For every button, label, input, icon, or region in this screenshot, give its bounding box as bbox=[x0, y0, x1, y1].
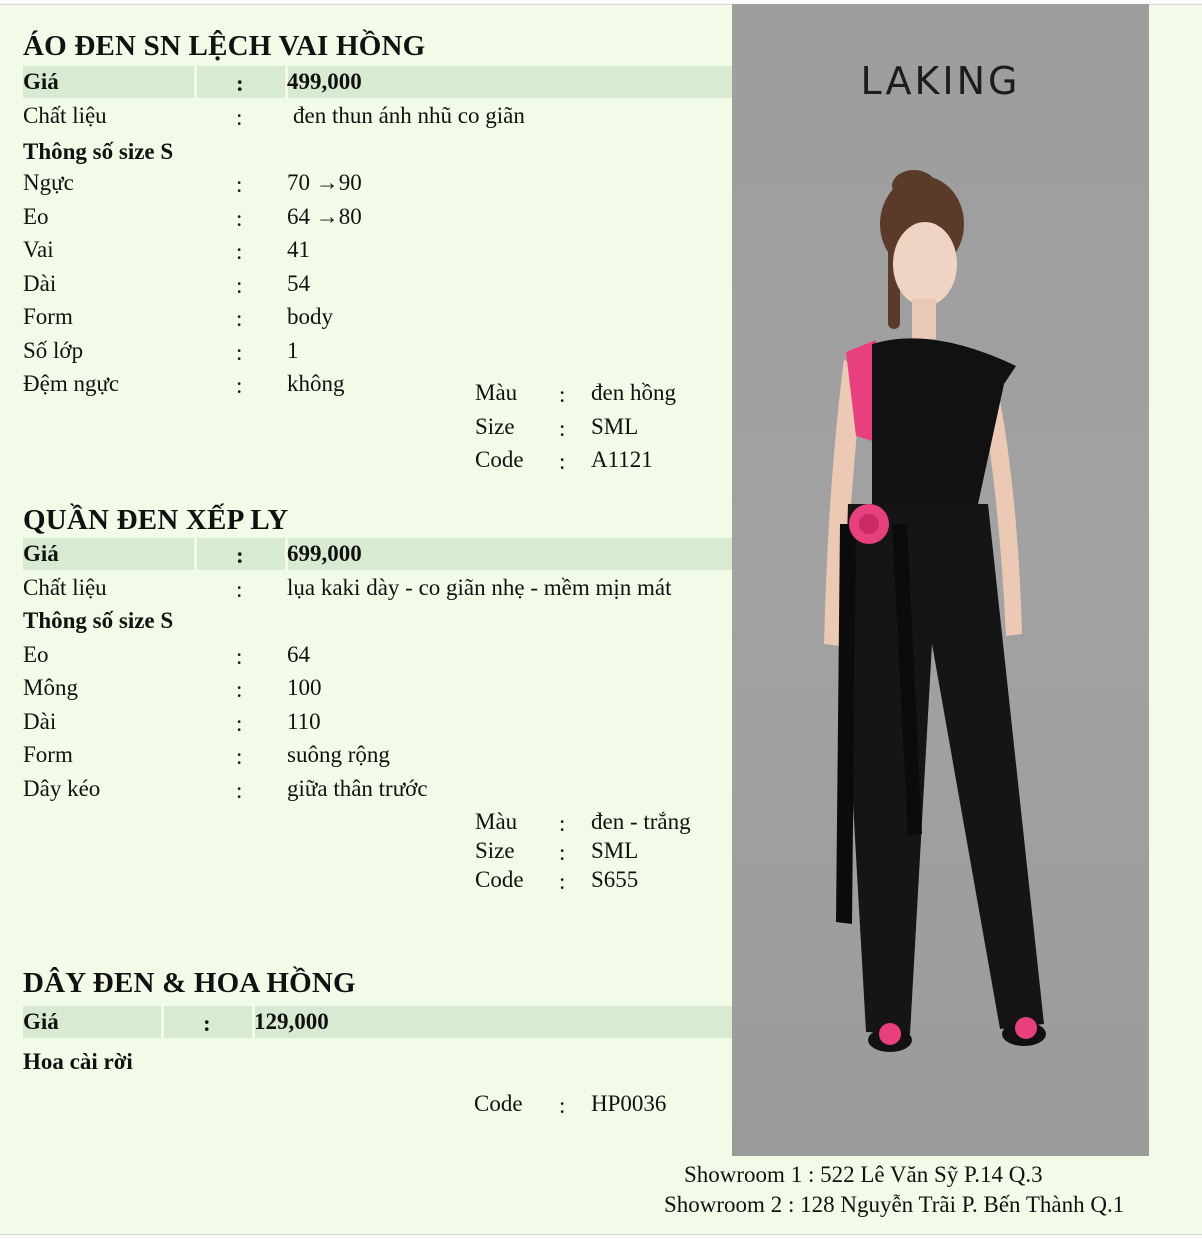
price-value: 129,000 bbox=[254, 1009, 329, 1034]
info-value: SML bbox=[591, 414, 639, 439]
price-value: 499,000 bbox=[287, 69, 362, 94]
separator: : bbox=[236, 71, 244, 96]
info-label: Màu bbox=[475, 380, 518, 405]
spec-label: Form bbox=[23, 742, 73, 767]
separator: : bbox=[236, 206, 243, 231]
spec-value: giữa thân trước bbox=[287, 776, 428, 801]
product-photo bbox=[732, 4, 1149, 1156]
separator: : bbox=[559, 811, 566, 836]
spec-label: Mông bbox=[23, 675, 78, 700]
spec-value: 64 →80 bbox=[287, 204, 362, 229]
spec-label: Ngực bbox=[23, 170, 74, 195]
product-title: QUẦN ĐEN XẾP LY bbox=[23, 504, 289, 536]
separator: : bbox=[236, 677, 243, 702]
separator: : bbox=[236, 340, 243, 365]
product-note: Hoa cài rời bbox=[23, 1049, 133, 1074]
spec-value: body bbox=[287, 304, 333, 329]
material-label: Chất liệu bbox=[23, 575, 107, 600]
info-value: đen - trắng bbox=[591, 809, 691, 834]
separator: : bbox=[559, 1093, 566, 1118]
price-band bbox=[23, 66, 732, 98]
separator: : bbox=[559, 416, 566, 441]
info-label: Màu bbox=[475, 809, 518, 834]
info-label: Code bbox=[475, 447, 524, 472]
separator: : bbox=[203, 1011, 211, 1036]
spec-label: Eo bbox=[23, 204, 49, 229]
spec-value: 100 bbox=[287, 675, 322, 700]
spec-label: Eo bbox=[23, 642, 49, 667]
spec-value: 1 bbox=[287, 338, 299, 363]
product-title: ÁO ĐEN SN LỆCH VAI HỒNG bbox=[23, 30, 426, 62]
spec-value: 41 bbox=[287, 237, 310, 262]
separator: : bbox=[236, 239, 243, 264]
info-value: SML bbox=[591, 838, 639, 863]
info-value: HP0036 bbox=[591, 1091, 667, 1116]
separator: : bbox=[236, 273, 243, 298]
info-label: Size bbox=[475, 838, 515, 863]
info-value: S655 bbox=[591, 867, 639, 892]
info-value: đen hồng bbox=[591, 380, 676, 405]
info-value: A1121 bbox=[591, 447, 653, 472]
spec-label: Dài bbox=[23, 709, 57, 734]
separator: : bbox=[236, 306, 243, 331]
info-label: Size bbox=[475, 414, 515, 439]
separator: : bbox=[559, 382, 566, 407]
size-heading: Thông số size S bbox=[23, 608, 174, 633]
price-value: 699,000 bbox=[287, 541, 362, 566]
price-band bbox=[23, 538, 732, 570]
separator: : bbox=[559, 869, 566, 894]
spec-label: Dài bbox=[23, 271, 57, 296]
spec-label: Vai bbox=[23, 237, 54, 262]
price-label: Giá bbox=[23, 69, 59, 94]
showroom-address: Showroom 1 : 522 Lê Văn Sỹ P.14 Q.3 bbox=[684, 1162, 1043, 1187]
material-label: Chất liệu bbox=[23, 103, 107, 128]
separator: : bbox=[559, 449, 566, 474]
separator: : bbox=[236, 778, 243, 803]
product-title: DÂY ĐEN & HOA HỒNG bbox=[23, 967, 356, 999]
showroom-address: Showroom 2 : 128 Nguyễn Trãi P. Bến Thành Q.1 bbox=[664, 1192, 1125, 1217]
spec-value: 110 bbox=[287, 709, 321, 734]
separator: : bbox=[236, 373, 243, 398]
spec-label: Dây kéo bbox=[23, 776, 101, 801]
price-label: Giá bbox=[23, 541, 59, 566]
separator: : bbox=[236, 644, 243, 669]
spec-value: không bbox=[287, 371, 345, 396]
spec-value: 64 bbox=[287, 642, 310, 667]
brand-logo: LAKING bbox=[860, 59, 1021, 103]
spec-label: Số lớp bbox=[23, 338, 84, 363]
material-value: đen thun ánh nhũ co giãn bbox=[293, 103, 525, 128]
spec-value: suông rộng bbox=[287, 742, 390, 767]
spec-value: 54 bbox=[287, 271, 310, 296]
separator: : bbox=[236, 105, 243, 130]
model-illustration bbox=[732, 4, 1149, 1156]
spec-label: Đệm ngực bbox=[23, 371, 120, 396]
size-heading: Thông số size S bbox=[23, 139, 174, 164]
separator: : bbox=[236, 577, 243, 602]
separator: : bbox=[236, 172, 243, 197]
info-label: Code bbox=[474, 1091, 523, 1116]
material-value: lụa kaki dày - co giãn nhẹ - mềm mịn mát bbox=[287, 575, 672, 600]
spec-value: 70 →90 bbox=[287, 170, 362, 195]
spec-label: Form bbox=[23, 304, 73, 329]
bottom-border bbox=[0, 1234, 1202, 1239]
info-label: Code bbox=[475, 867, 524, 892]
price-band bbox=[23, 1006, 732, 1038]
separator: : bbox=[236, 711, 243, 736]
separator: : bbox=[236, 543, 244, 568]
separator: : bbox=[559, 840, 566, 865]
price-label: Giá bbox=[23, 1009, 59, 1034]
separator: : bbox=[236, 744, 243, 769]
